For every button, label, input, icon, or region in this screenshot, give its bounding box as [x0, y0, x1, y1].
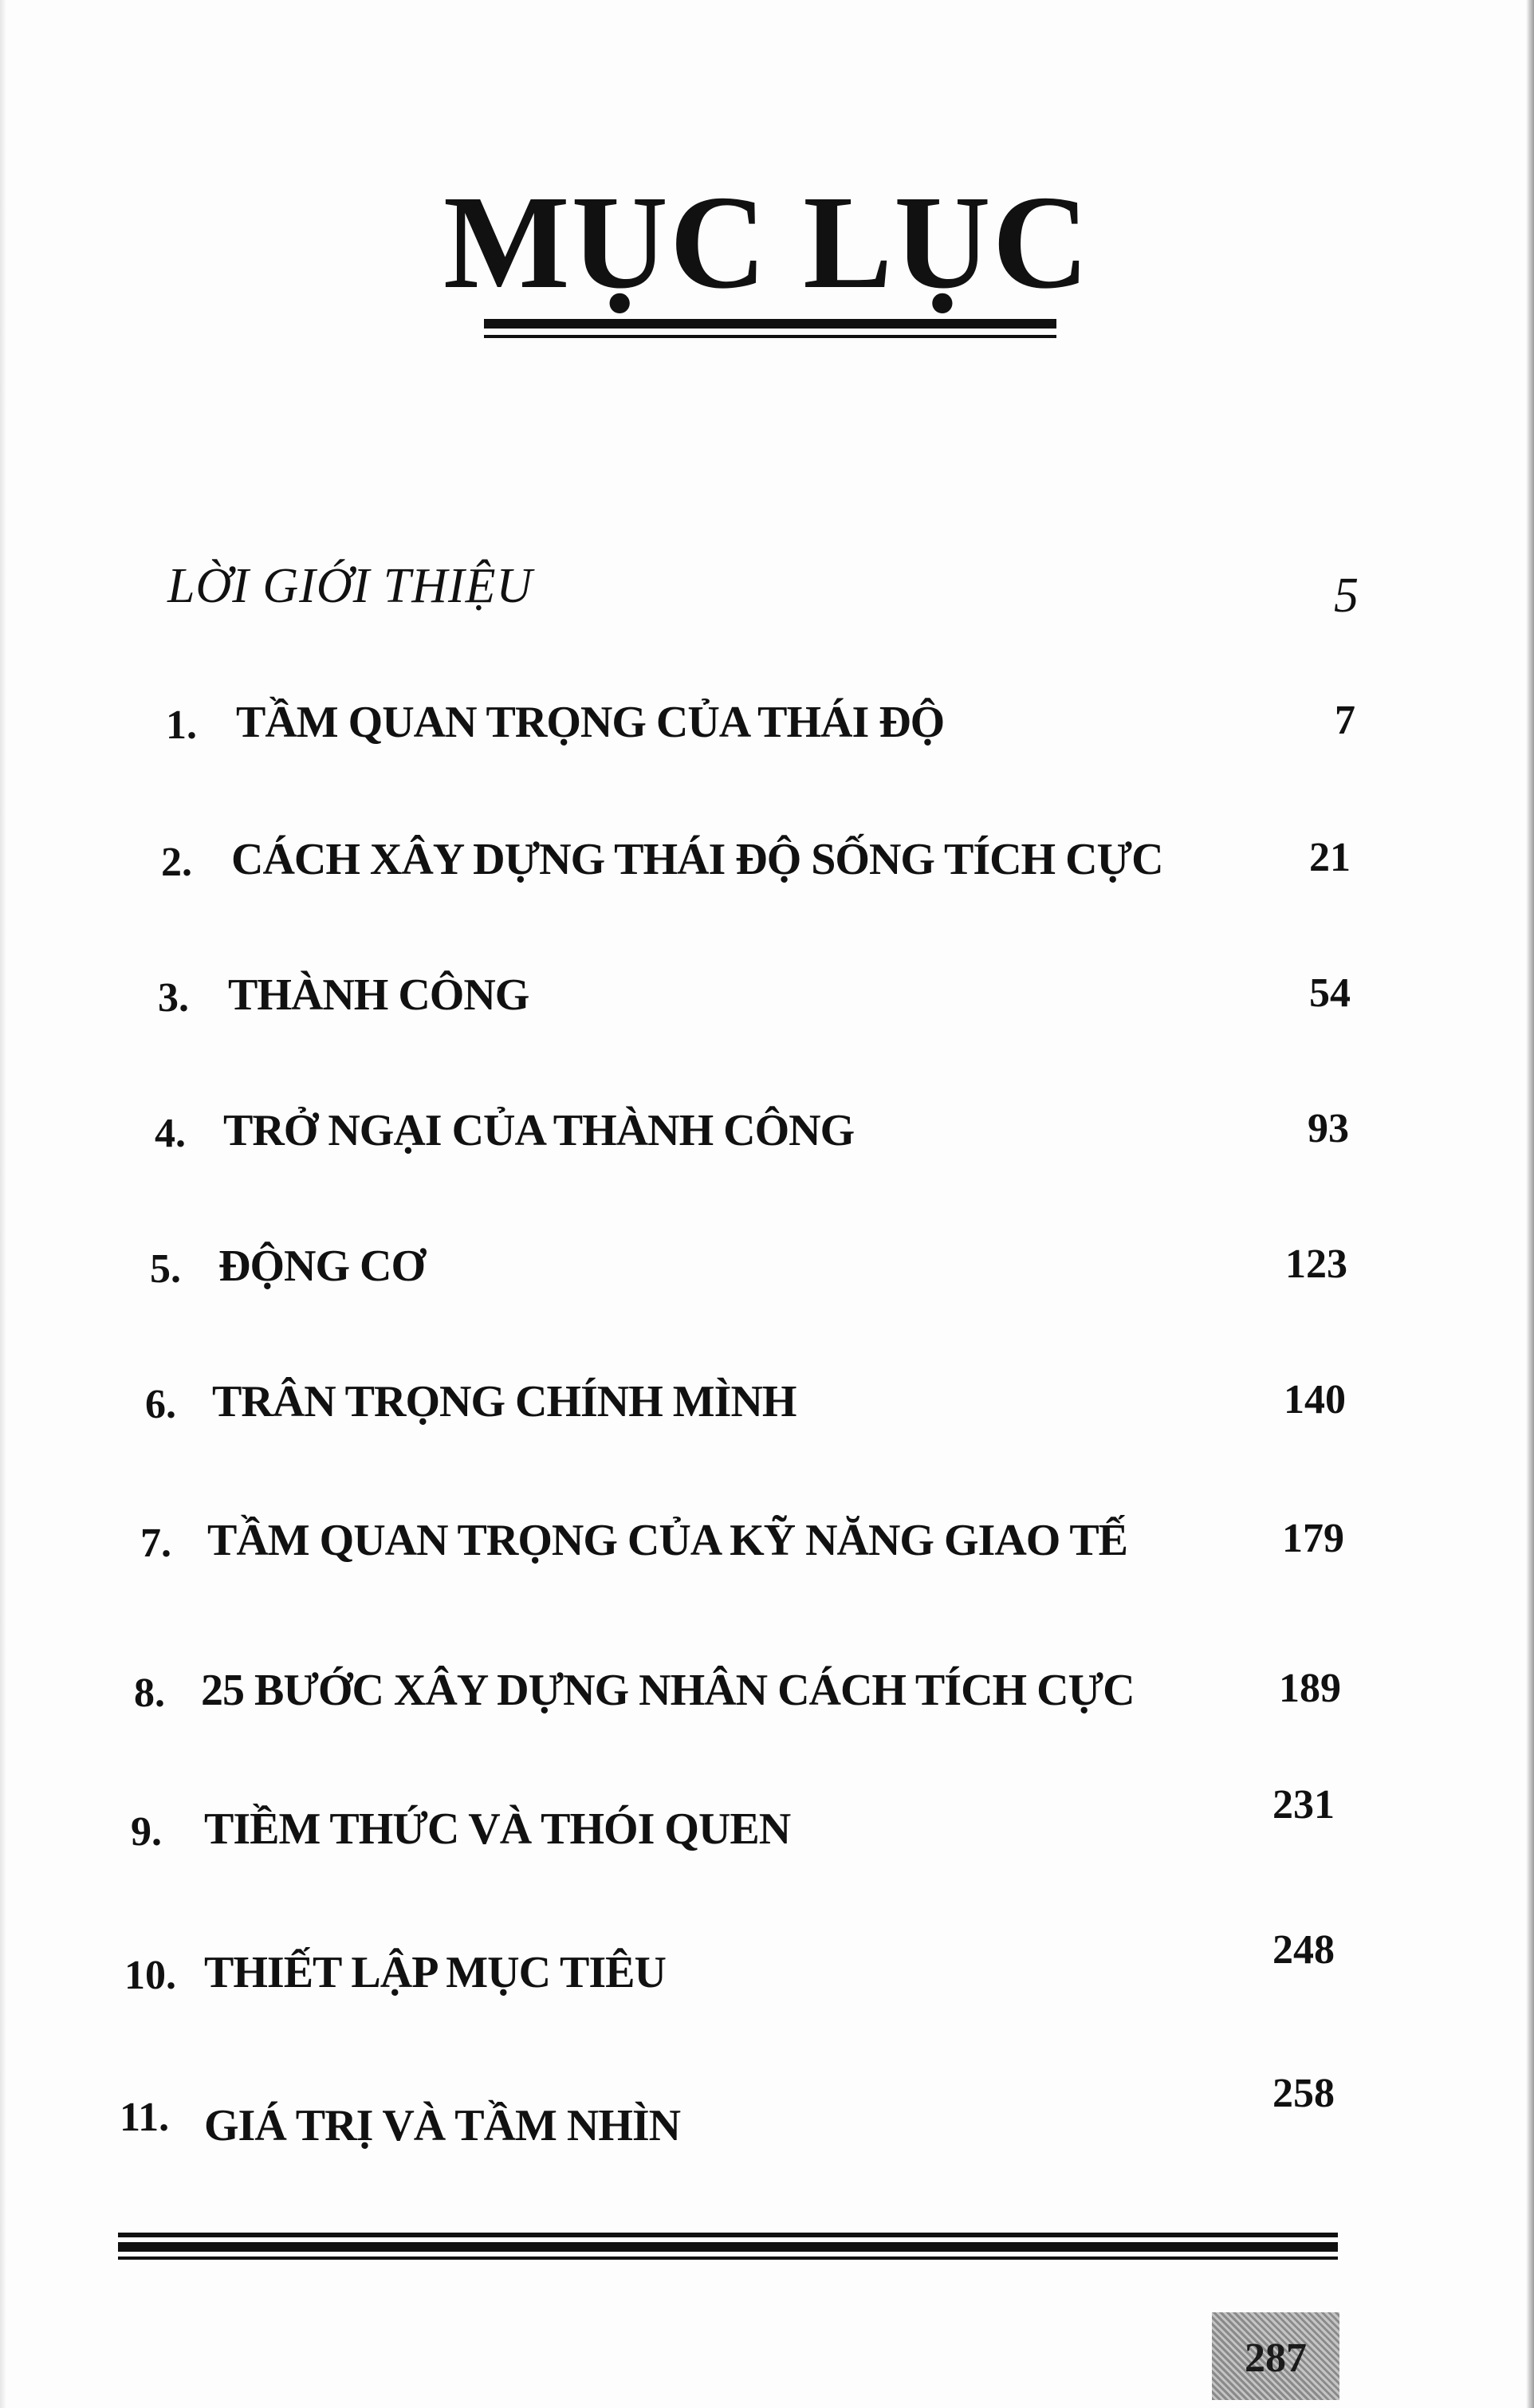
- scan-edge-right: [1526, 0, 1534, 2408]
- folio-page-number: 287: [1245, 2335, 1307, 2381]
- page-title: MỤC LỤC: [443, 168, 1091, 317]
- bottom-rule-thick: [118, 2242, 1338, 2252]
- toc-entry-page: 258: [1272, 2071, 1335, 2116]
- toc-entry-10: [124, 1927, 1336, 2016]
- toc-entry-4: [155, 1106, 1351, 1174]
- toc-entry-page: 248: [1272, 1927, 1335, 1973]
- toc-entry-title: TRÂN TRỌNG CHÍNH MÌNH: [212, 1377, 796, 1426]
- toc-entry-title: CÁCH XÂY DỰNG THÁI ĐỘ SỐNG TÍCH CỰC: [231, 835, 1163, 884]
- bottom-rule-thin-bottom: [118, 2257, 1338, 2260]
- toc-entry-page: 21: [1309, 835, 1351, 880]
- intro-page-number: 5: [1334, 569, 1359, 623]
- toc-entry-8: [134, 1666, 1341, 1733]
- title-underline-thick: [484, 319, 1056, 329]
- toc-entry-number: 3.: [158, 975, 189, 1021]
- toc-entry-page: 231: [1272, 1782, 1335, 1828]
- toc-entry-11: [120, 2071, 1339, 2158]
- toc-entry-number: 5.: [150, 1246, 181, 1292]
- toc-entry-title: TIỀM THỨC VÀ THÓI QUEN: [204, 1804, 791, 1854]
- toc-entry-title: TRỞ NGẠI CỦA THÀNH CÔNG: [223, 1106, 855, 1155]
- toc-entry-number: 2.: [161, 840, 192, 885]
- toc-entry-1: [166, 698, 1362, 765]
- toc-entry-title: THIẾT LẬP MỤC TIÊU: [204, 1948, 666, 1997]
- toc-entry-number: 10.: [124, 1953, 176, 1998]
- toc-entry-page: 140: [1284, 1377, 1346, 1422]
- toc-entry-title: 25 BƯỚC XÂY DỰNG NHÂN CÁCH TÍCH CỰC: [201, 1666, 1135, 1715]
- toc-entry-7: [140, 1516, 1344, 1584]
- toc-entry-number: 11.: [120, 2095, 170, 2140]
- toc-entry-title: GIÁ TRỊ VÀ TẦM NHÌN: [204, 2101, 681, 2150]
- toc-entry-number: 9.: [131, 1809, 162, 1855]
- toc-entry-title: TẦM QUAN TRỌNG CỦA THÁI ĐỘ: [236, 698, 945, 747]
- toc-entry-number: 4.: [155, 1111, 186, 1156]
- toc-entry-number: 7.: [140, 1521, 171, 1566]
- toc-entry-6: [145, 1377, 1346, 1445]
- toc-entry-2: [161, 835, 1357, 903]
- toc-entry-5: [150, 1241, 1347, 1309]
- bottom-rule-thin-top: [118, 2233, 1338, 2237]
- toc-entry-page: 123: [1285, 1241, 1347, 1287]
- toc-entry-number: 8.: [134, 1670, 165, 1716]
- toc-entry-title: TẦM QUAN TRỌNG CỦA KỸ NĂNG GIAO TẾ: [207, 1516, 1128, 1565]
- toc-entry-page: 179: [1282, 1516, 1344, 1561]
- scan-shadow-left: [0, 0, 6, 2408]
- intro-label: LỜI GIỚI THIỆU: [167, 559, 533, 613]
- toc-entry-page: 54: [1309, 970, 1351, 1016]
- toc-entry-9: [131, 1782, 1335, 1872]
- title-underline-thin: [484, 335, 1056, 338]
- toc-entry-page: 93: [1308, 1106, 1349, 1151]
- toc-entry-page: 7: [1335, 698, 1355, 743]
- toc-entry-number: 6.: [145, 1382, 176, 1427]
- toc-entry-title: ĐỘNG CƠ: [218, 1241, 425, 1291]
- toc-entry-3: [158, 970, 1354, 1038]
- toc-entry-number: 1.: [166, 702, 197, 748]
- toc-entry-title: THÀNH CÔNG: [228, 970, 529, 1020]
- toc-entry-page: 189: [1279, 1666, 1341, 1711]
